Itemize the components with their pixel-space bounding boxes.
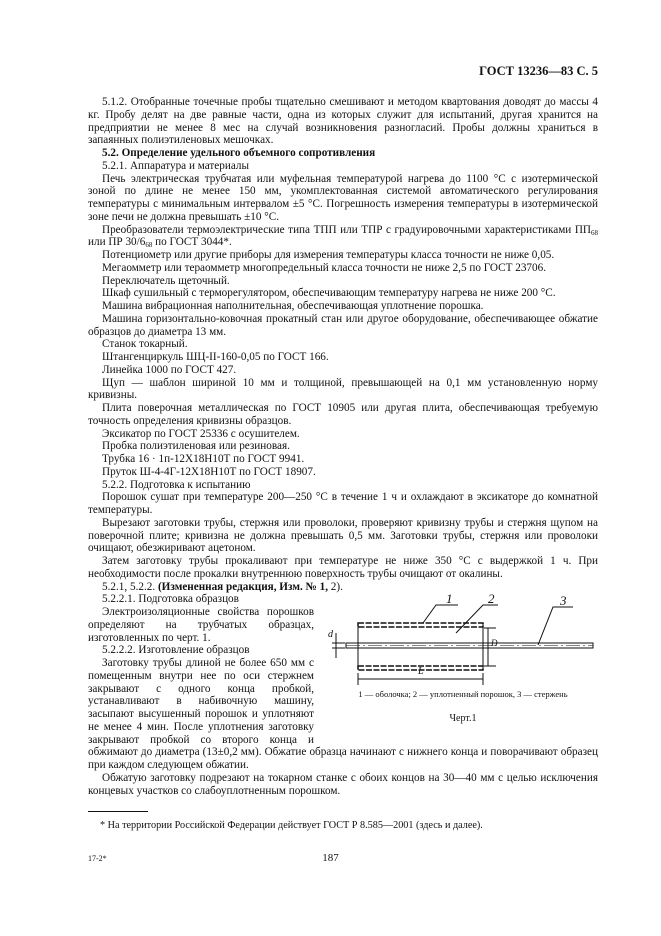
callout-2: 2 (488, 591, 495, 607)
paragraph: Переключатель щеточный. (102, 274, 230, 287)
dimension-d: d (328, 629, 333, 641)
text: 5.2.1, 5.2.2. (102, 580, 156, 593)
section-heading: 5.2. Определение удельного объемного сопротивления (102, 147, 376, 159)
text: Преобразователи термоэлектрические типа ТПП или ТПР с градуировочными характеристиками ПП (102, 223, 591, 236)
paragraph: Электроизоляционные свойства порошков определяют на трубчатых образцах, изготовленных по черт. 1. (88, 606, 314, 644)
subsection-heading: 5.2.2. Подготовка к испытанию (102, 478, 251, 491)
paragraph: Щуп — шаблон шириной 10 мм и толщиной, превышающей на 0,1 мм установленную норму кривизны. (88, 376, 598, 402)
amendment-label: (Измененная редакция, Изм. № 1, (157, 580, 328, 593)
figure-title: Черт.1 (449, 713, 477, 725)
paragraph: Обжатую заготовку подрезают на токарном станке с обоих концов на 30—40 мм с целью исключения концевых участков со слабоуплотненным порошком. (88, 771, 598, 797)
paragraph: Линейка 1000 по ГОСТ 427. (102, 363, 237, 376)
paragraph: Машина вибрационная наполнительная, обеспечивающая уплотнение порошка. (102, 300, 484, 312)
callout-3: 3 (560, 593, 567, 609)
figure-caption: 1 — оболочка; 2 — уплотненный порошок, 3 — стержень (358, 689, 568, 700)
callout-1: 1 (446, 591, 453, 607)
amendment-note (88, 581, 598, 594)
paragraph: Плита поверочная металлическая по ГОСТ 10905 или другая плита, обеспечивающая требуемую точность определения кривизны образцов. (88, 402, 598, 427)
footnote-separator (88, 811, 148, 812)
paragraph: Мегаомметр или тераомметр многопредельный класса точности не ниже 2,5 по ГОСТ 23706. (102, 261, 546, 274)
paragraph: Вырезают заготовки трубы, стержня или проволоки, проверяют кривизну трубы и стержня щупом на поверочной плите; кривизна не должна превышать 0,5 мм. Заготовки трубы, стержня или проволоки очищают, обезжиривают ацетоном. (88, 516, 598, 555)
footnote: * На территории Российской Федерации действует ГОСТ Р 8.585—2001 (здесь и далее). (100, 820, 483, 832)
tube-sample-drawing (328, 593, 598, 688)
text: по ГОСТ 3044*. (152, 236, 232, 249)
subsection-heading: 5.2.2.2. Изготовление образцов (102, 644, 250, 657)
print-code: 17-2* (88, 854, 107, 863)
paragraph: Шкаф сушильный с терморегулятором, обеспечивающим температуру нагрева не ниже 200 °С. (102, 287, 556, 300)
paragraph: Трубка 16 · 1п-12Х18Н10Т по ГОСТ 9941. (102, 453, 305, 465)
paragraph: Порошок сушат при температуре 200—250 °С в течение 1 ч и охлаждают в эксикаторе до комнатной температуры. (88, 491, 598, 516)
subsection-heading: 5.2.2.1. Подготовка образцов (102, 593, 239, 606)
paragraph: Машина горизонтально-ковочная прокатный стан или другое оборудование, обеспечивающее обжатие образцов до диаметра 13 мм. (88, 312, 598, 338)
page-header: ГОСТ 13236—83 С. 5 (479, 64, 598, 78)
paragraph: Затем заготовку трубы прокаливают при температуре не ниже 350 °С с выдержкой 1 ч. При необходимости после прокалки внутреннюю поверхность трубы очищают от окалины. (88, 555, 598, 580)
paragraph: 5.1.2. Отобранные точечные пробы тщательно смешивают и методом квартования доводят до массы 4 кг. Пробу делят на две равные части, одна из которых служит для испытаний, другая хранится на предприятии не менее 8 мес на случай возникновения разногласий. Пробы должны храниться в запаянных полиэтиленовых мешочках. (88, 96, 598, 147)
page-number: 187 (322, 852, 339, 864)
dimension-D: D (491, 638, 498, 649)
subscript: 68 (145, 241, 153, 250)
paragraph: Заготовку трубы длиной не более 650 мм с помещенным внутри нее по оси стержнем закрывают с одного конца пробкой, устанавливают в набивочную машину, засыпают высушенный порошок и уплотняют не менее 4 мин. После уплотнения заготовку закрывают пробкой со второго конца и обжимают до диаметра (13±0,2 мм). Обжатие образца начинают с нижнего конца и поворачивают образец при каждом следующем обжатии. (88, 657, 598, 771)
dimension-L: L (418, 666, 424, 678)
paragraph: Эксикатор по ГОСТ 25336 с осушителем. (102, 427, 300, 440)
paragraph: Пруток Ш-4-4Г-12Х18Н10Т по ГОСТ 18907. (102, 465, 316, 478)
figure-1 (328, 593, 598, 743)
paragraph: Станок токарный. (102, 338, 188, 351)
paragraph: Штангенциркуль ШЦ-II-160-0,05 по ГОСТ 166. (102, 351, 329, 363)
paragraph: Потенциометр или другие приборы для измерения температуры класса точности не ниже 0,05. (102, 249, 555, 261)
paragraph: Печь электрическая трубчатая или муфельная температурой нагрева до 1100 °С с изотермической зоной по длине не менее 150 мм, укомплектованная системой автоматического регулирования температуры с минимальным интервалом ±5 °С. Погрешность измерения температуры в изотермической зоне печи не должна превышать ±10 °С. (88, 172, 598, 223)
paragraph (88, 224, 598, 250)
subsection-heading: 5.2.1. Аппаратура и материалы (102, 159, 250, 172)
text: 2). (330, 580, 343, 593)
subscript: 68 (591, 228, 598, 237)
document-body (88, 96, 598, 833)
paragraph: Пробка полиэтиленовая или резиновая. (102, 440, 290, 453)
text: или ПР 30/6 (88, 236, 146, 249)
